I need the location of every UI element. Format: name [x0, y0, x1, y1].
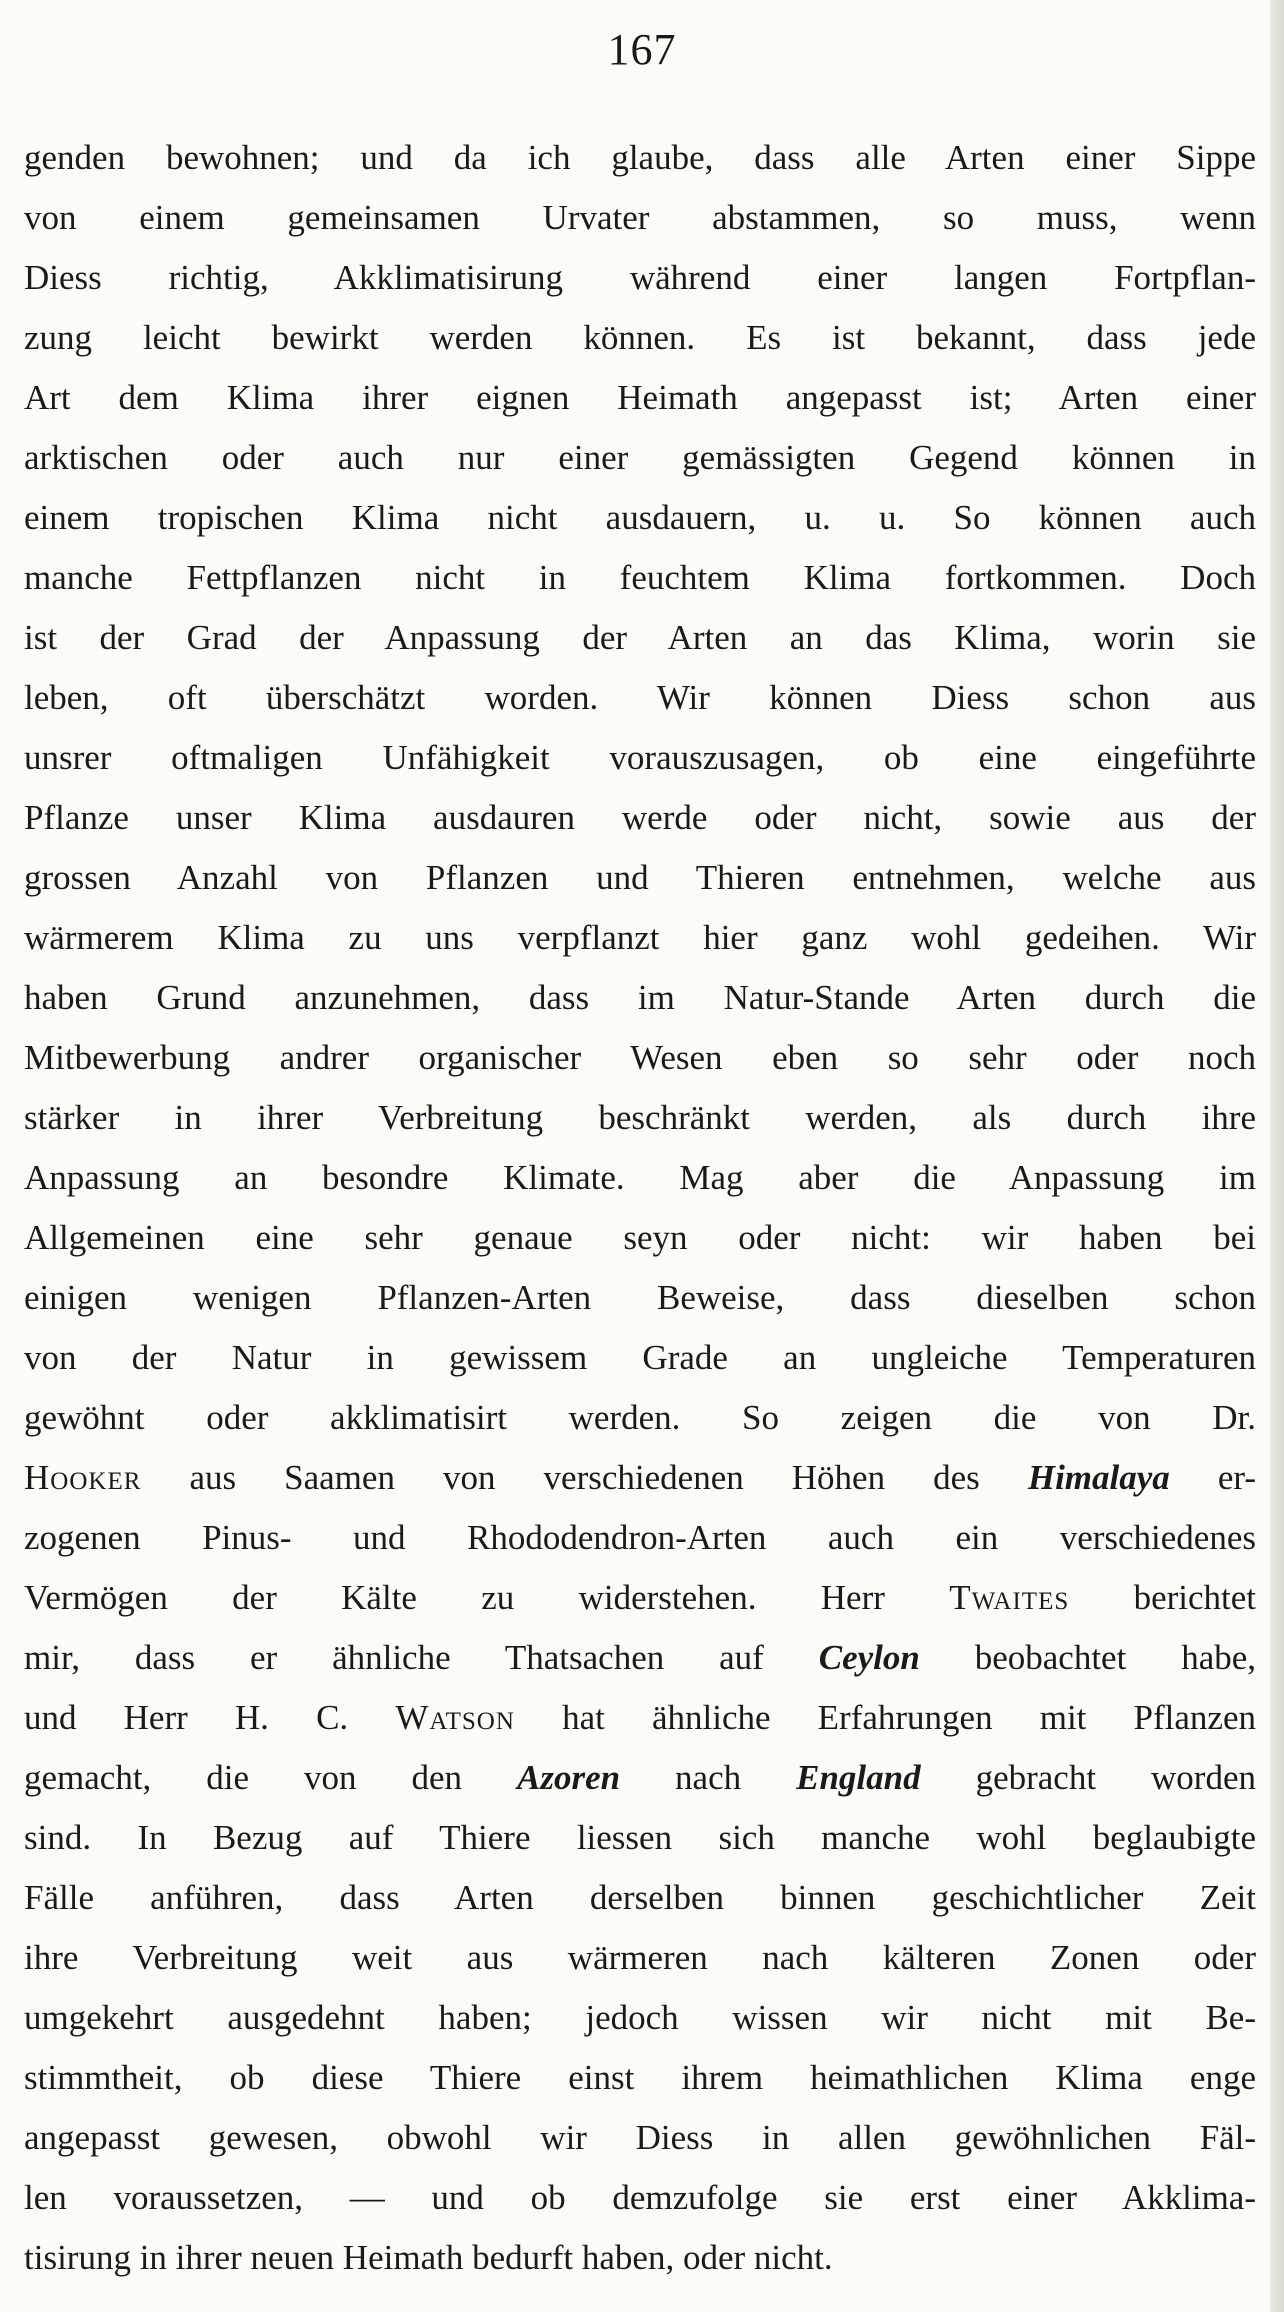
text-line: zogenen Pinus- und Rhododendron-Arten auch ein verschiedenes: [24, 1518, 1256, 1557]
text-line: haben Grund anzunehmen, dass im Natur-Stande Arten durch die: [24, 978, 1256, 1017]
text-line: ihre Verbreitung weit aus wärmeren nach kälteren Zonen oder: [24, 1938, 1256, 1977]
text-line: wärmerem Klima zu uns verpflanzt hier ganz wohl gedeihen. Wir: [24, 918, 1256, 957]
text-line: Anpassung an besondre Klimate. Mag aber die Anpassung im: [24, 1158, 1256, 1197]
text-line-last: tisirung in ihrer neuen Heimath bedurft haben, oder nicht.: [24, 2238, 833, 2277]
text-line: gemacht, die von den Azoren nach England gebracht worden: [24, 1758, 1256, 1797]
text-line: mir, dass er ähnliche Thatsachen auf Ceylon beobachtet habe,: [24, 1638, 1256, 1677]
text-line: umgekehrt ausgedehnt haben; jedoch wissen wir nicht mit Be-: [24, 1998, 1256, 2037]
text-line: angepasst gewesen, obwohl wir Diess in allen gewöhnlichen Fäl-: [24, 2118, 1256, 2157]
text-line: manche Fettpflanzen nicht in feuchtem Klima fortkommen. Doch: [24, 558, 1256, 597]
text-line: len voraussetzen, — und ob demzufolge sie erst einer Akklima-: [24, 2178, 1256, 2217]
body-text: [24, 128, 1256, 2288]
page-number: 167: [607, 25, 677, 74]
text-line: stimmtheit, ob diese Thiere einst ihrem heimathlichen Klima enge: [24, 2058, 1256, 2097]
text-line: sind. In Bezug auf Thiere liessen sich manche wohl beglaubigte: [24, 1818, 1256, 1857]
text-line: zung leicht bewirkt werden können. Es ist bekannt, dass jede: [24, 318, 1256, 357]
place-name: Himalaya: [1027, 1458, 1170, 1497]
text-line: arktischen oder auch nur einer gemässigten Gegend können in: [24, 438, 1256, 477]
text-line: Fälle anführen, dass Arten derselben binnen geschichtlicher Zeit: [24, 1878, 1256, 1917]
place-name: Azoren: [516, 1758, 621, 1797]
text-line: von der Natur in gewissem Grade an ungleiche Temperaturen: [24, 1338, 1256, 1377]
place-name: England: [796, 1758, 921, 1797]
page-edge-shadow: [1270, 0, 1284, 2312]
author-name: Twaites: [949, 1578, 1070, 1617]
text-line: einem tropischen Klima nicht ausdauern, u. u. So können auch: [24, 498, 1256, 537]
text-line: Diess richtig, Akklimatisirung während einer langen Fortpflan-: [24, 258, 1256, 297]
text-line: von einem gemeinsamen Urvater abstammen, so muss, wenn: [24, 198, 1256, 237]
text-line: unsrer oftmaligen Unfähigkeit vorauszusagen, ob eine eingeführte: [24, 738, 1256, 777]
text-line: leben, oft überschätzt worden. Wir können Diess schon aus: [24, 678, 1256, 717]
text-line: Pflanze unser Klima ausdauren werde oder nicht, sowie aus der: [24, 798, 1256, 837]
author-name: Watson: [395, 1698, 515, 1737]
text-line: Hooker aus Saamen von verschiedenen Höhen des Himalaya er-: [24, 1458, 1256, 1497]
text-line: gewöhnt oder akklimatisirt werden. So zeigen die von Dr.: [24, 1398, 1256, 1437]
text-line: Art dem Klima ihrer eignen Heimath angepasst ist; Arten einer: [24, 378, 1256, 417]
author-name: Hooker: [24, 1458, 142, 1497]
text-line: Mitbewerbung andrer organischer Wesen eben so sehr oder noch: [24, 1038, 1256, 1077]
text-line: grossen Anzahl von Pflanzen und Thieren entnehmen, welche aus: [24, 858, 1256, 897]
text-line: Allgemeinen eine sehr genaue seyn oder nicht: wir haben bei: [24, 1218, 1256, 1257]
text-line: ist der Grad der Anpassung der Arten an das Klima, worin sie: [24, 618, 1256, 657]
place-name: Ceylon: [818, 1638, 920, 1677]
text-line: Vermögen der Kälte zu widerstehen. Herr Twaites berichtet: [24, 1578, 1256, 1617]
text-line: und Herr H. C. Watson hat ähnliche Erfahrungen mit Pflanzen: [24, 1698, 1256, 1737]
text-line: genden bewohnen; und da ich glaube, dass alle Arten einer Sippe: [24, 138, 1256, 177]
text-line: stärker in ihrer Verbreitung beschränkt werden, als durch ihre: [24, 1098, 1256, 1137]
text-line: einigen wenigen Pflanzen-Arten Beweise, dass dieselben schon: [24, 1278, 1256, 1317]
